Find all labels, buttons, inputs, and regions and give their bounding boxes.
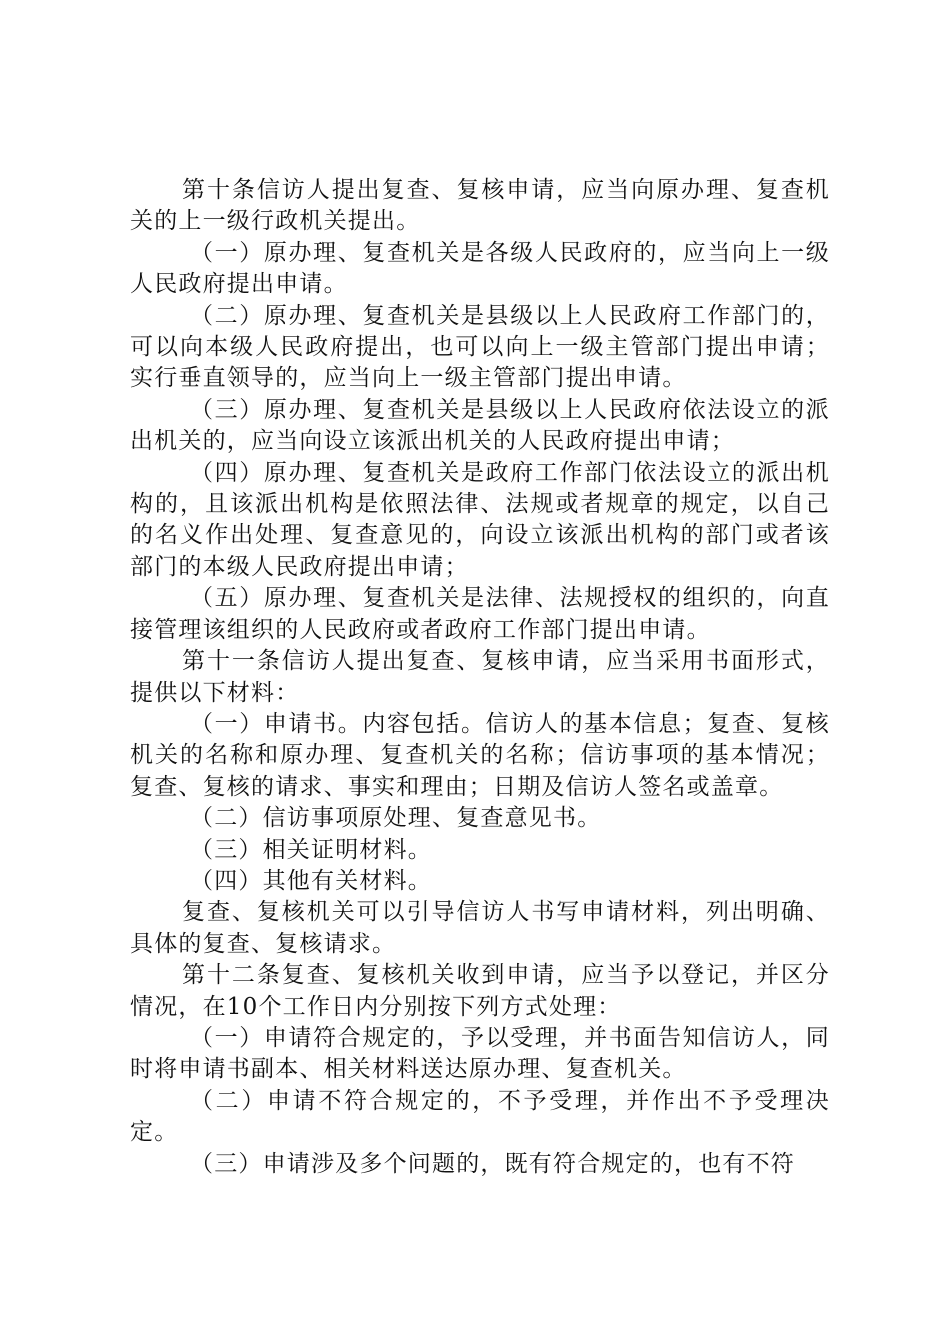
article-10-item-3: （三）原办理、复查机关是县级以上人民政府依法设立的派出机关的，应当向设立该派出机关的人民政府提出申请； <box>130 396 830 455</box>
article-11-item-3: （三）相关证明材料。 <box>190 836 432 863</box>
article-10-item-5: （五）原办理、复查机关是法律、法规授权的组织的，向直接管理该组织的人民政府或者政府工作部门提出申请。 <box>130 585 830 643</box>
document-body <box>130 175 830 1180</box>
article-11-item-4: （四）其他有关材料。 <box>190 867 432 894</box>
article-11-paragraph: 第十一条信访人提出复查、复核申请，应当采用书面形式，提供以下材料： <box>130 648 830 706</box>
article-11-item-1: （一）申请书。内容包括。信访人的基本信息；复查、复核机关的名称和原办理、复查机关的名称；信访事项的基本情况；复查、复核的请求、事实和理由；日期及信访人签名或盖章。 <box>130 710 830 800</box>
article-10-item-4: （四）原办理、复查机关是政府工作部门依法设立的派出机构的，且该派出机构是依照法律、法规或者规章的规定，以自己的名义作出处理、复查意见的，向设立该派出机构的部门或者该部门的本级人民政府提出申请； <box>130 459 830 580</box>
article-12-item-2: （二）申请不符合规定的，不予受理，并作出不予受理决定。 <box>130 1087 830 1146</box>
article-12-item-3: （三）申请涉及多个问题的，既有符合规定的，也有不符 <box>190 1150 795 1177</box>
article-12-paragraph: 第十二条复查、复核机关收到申请，应当予以登记，并区分情况，在10个工作日内分别按下列方式处理： <box>130 962 830 1020</box>
article-11-item-2: （二）信访事项原处理、复查意见书。 <box>190 805 602 832</box>
article-12-item-1: （一）申请符合规定的，予以受理，并书面告知信访人，同时将申请书副本、相关材料送达原办理、复查机关。 <box>130 1024 830 1083</box>
article-11-note: 复查、复核机关可以引导信访人书写申请材料，列出明确、具体的复查、复核请求。 <box>130 899 830 957</box>
article-10-item-1: （一）原办理、复查机关是各级人民政府的，应当向上一级人民政府提出申请。 <box>130 239 830 298</box>
article-10-item-2: （二）原办理、复查机关是县级以上人民政府工作部门的，可以向本级人民政府提出，也可以向上一级主管部门提出申请；实行垂直领导的，应当向上一级主管部门提出申请。 <box>130 302 830 392</box>
article-10-paragraph: 第十条信访人提出复查、复核申请，应当向原办理、复查机关的上一级行政机关提出。 <box>130 177 830 235</box>
